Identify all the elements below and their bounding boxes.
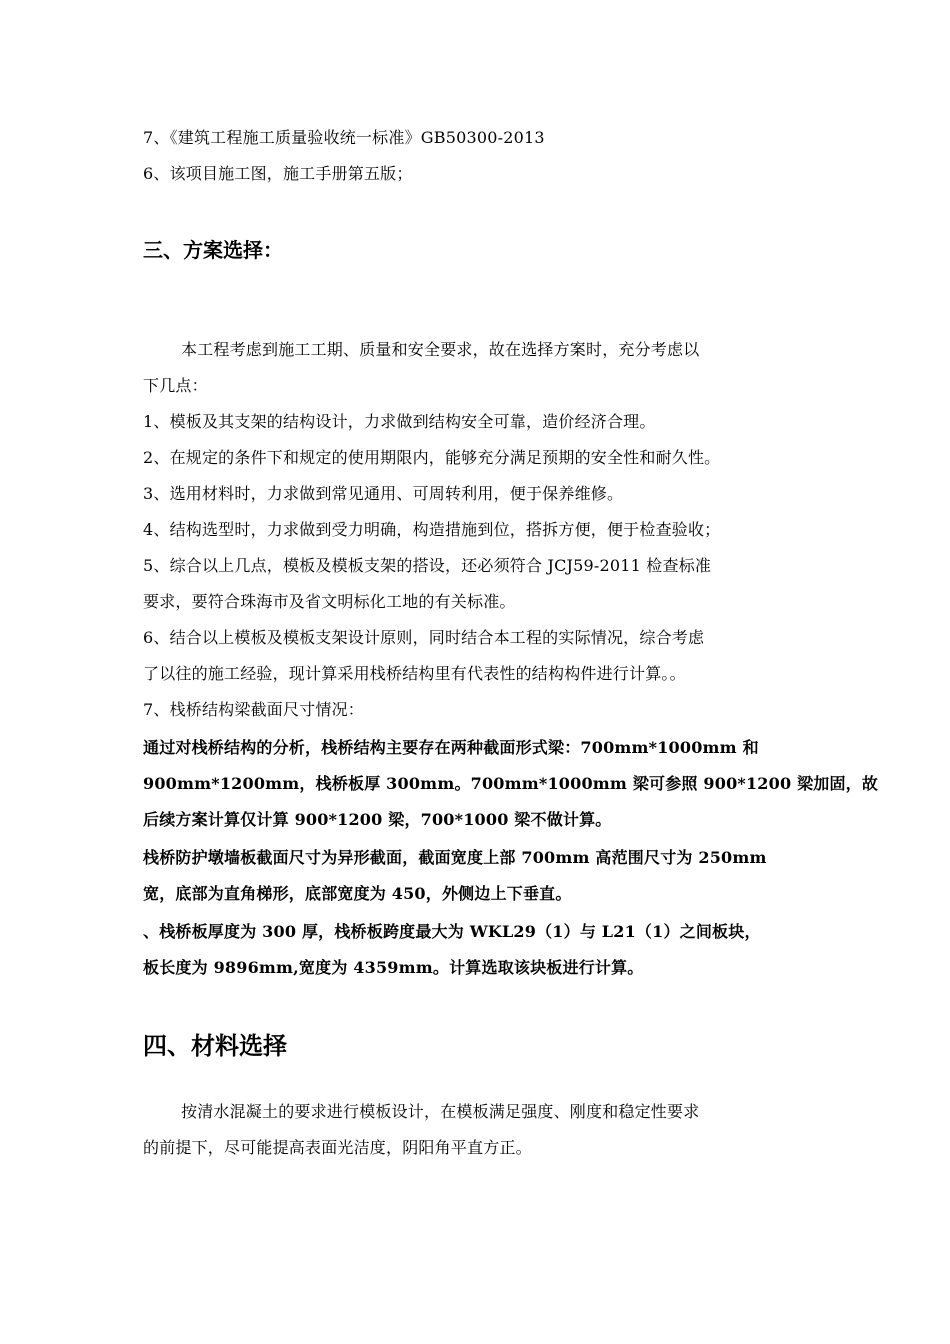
section-heading-plan-selection: 三、方案选择： — [143, 238, 283, 262]
section-heading-material-selection: 四、材料选择 — [143, 1031, 287, 1060]
list-item-6-line-1: 6、结合以上模板及模板支架设计原则，同时结合本工程的实际情况，综合考虑 — [143, 628, 705, 647]
slab-thickness-line-1: 、栈桥板厚度为 300 厚，栈桥板跨度最大为 WKL29（1）与 L21（1）之间板块， — [143, 922, 761, 941]
paragraph-intro-line-1: 本工程考虑到施工工期、质量和安全要求，故在选择方案时，充分考虑以 — [181, 340, 700, 359]
list-item-5-line-1: 5、综合以上几点，模板及模板支架的搭设，还必须符合 JCJ59-2011 检查标准 — [143, 556, 712, 575]
list-item-1: 1、模板及其支架的结构设计，力求做到结构安全可靠，造价经济合理。 — [143, 412, 656, 431]
list-item-4: 4、结构选型时，力求做到受力明确，构造措施到位，搭拆方便，便于检查验收； — [143, 520, 721, 539]
wall-section-line-2: 宽，底部为直角梯形，底部宽度为 450，外侧边上下垂直。 — [143, 884, 572, 903]
reference-item-7: 7、《建筑工程施工质量验收统一标准》GB50300-2013 — [143, 128, 545, 147]
paragraph-intro-line-2: 下几点： — [143, 376, 208, 395]
beam-analysis-line-2: 900mm*1200mm，栈桥板厚 300mm。700mm*1000mm 梁可参照 900*1200 梁加固，故 — [143, 774, 879, 793]
beam-analysis-line-3: 后续方案计算仅计算 900*1200 梁，700*1000 梁不做计算。 — [143, 810, 612, 829]
material-paragraph-line-1: 按清水混凝土的要求进行模板设计，在模板满足强度、刚度和稳定性要求 — [181, 1102, 700, 1121]
list-item-6-line-2: 了以往的施工经验，现计算采用栈桥结构里有代表性的结构构件进行计算。。 — [143, 664, 686, 683]
material-paragraph-line-2: 的前提下，尽可能提高表面光洁度，阴阳角平直方正。 — [143, 1138, 532, 1157]
beam-analysis-line-1: 通过对栈桥结构的分析，栈桥结构主要存在两种截面形式梁：700mm*1000mm 和 — [143, 738, 759, 757]
reference-item-6: 6、该项目施工图，施工手册第五版； — [143, 164, 413, 183]
wall-section-line-1: 栈桥防护墩墙板截面尺寸为异形截面，截面宽度上部 700mm 高范围尺寸为 250mm — [143, 848, 767, 867]
slab-thickness-line-2: 板长度为 9896mm,宽度为 4359mm。计算选取该块板进行计算。 — [143, 958, 644, 977]
list-item-5-line-2: 要求，要符合珠海市及省文明标化工地的有关标准。 — [143, 592, 516, 611]
list-item-2: 2、在规定的条件下和规定的使用期限内，能够充分满足预期的安全性和耐久性。 — [143, 448, 721, 467]
list-item-7: 7、栈桥结构梁截面尺寸情况： — [143, 700, 364, 719]
list-item-3: 3、选用材料时，力求做到常见通用、可周转利用，便于保养维修。 — [143, 484, 624, 503]
